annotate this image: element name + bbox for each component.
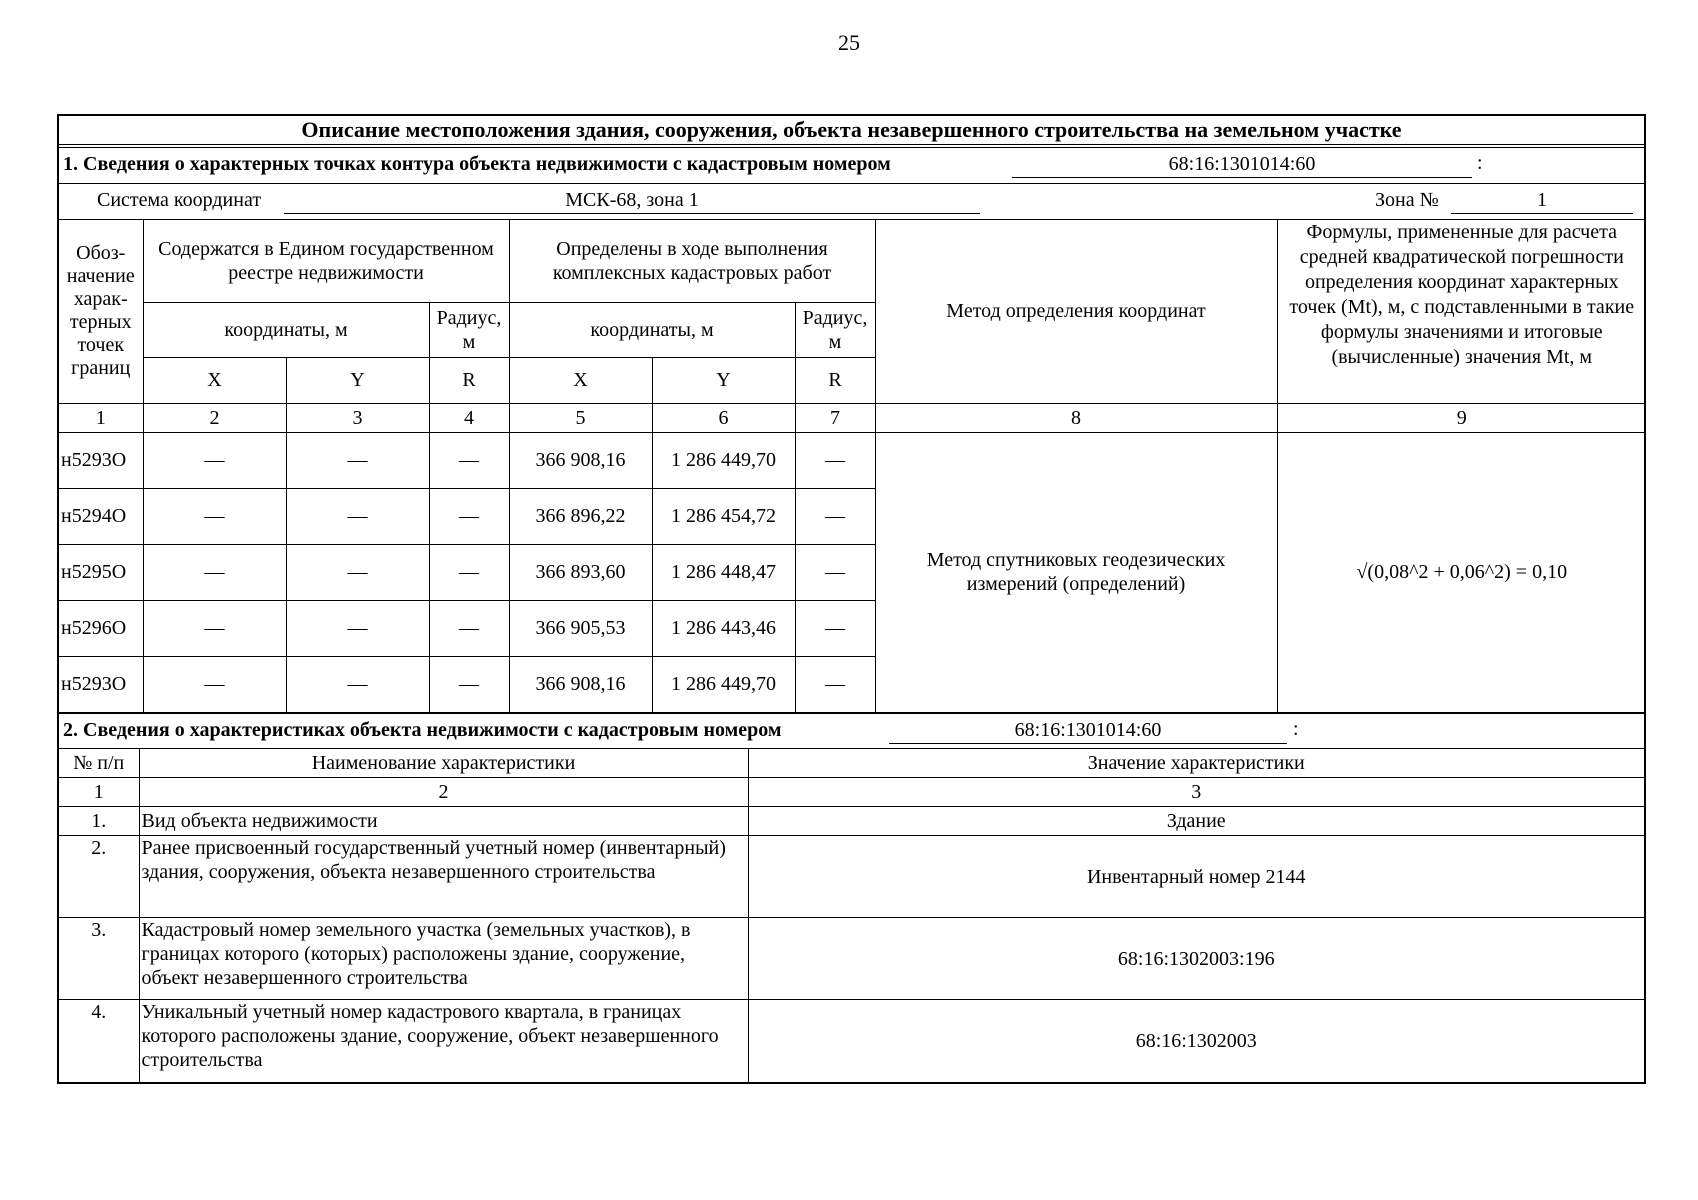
row-num: 2. xyxy=(59,836,139,918)
header-method: Метод определения координат xyxy=(875,220,1277,403)
header-det-radius: Радиус, м xyxy=(795,302,875,357)
coord-y: 1 286 443,46 xyxy=(652,600,795,656)
table-row xyxy=(59,432,1646,488)
section1-colon: : xyxy=(1477,152,1483,174)
header-value: Значение характеристики xyxy=(748,749,1644,778)
point-designation: н5294О xyxy=(59,488,143,544)
coord-y: 1 286 449,70 xyxy=(652,656,795,712)
coord-y: 1 286 448,47 xyxy=(652,544,795,600)
header-egrn-coords: координаты, м xyxy=(143,302,429,357)
col-number: 3 xyxy=(748,778,1644,807)
egrn-r: — xyxy=(429,656,509,712)
col-number: 2 xyxy=(143,403,286,432)
col-number: 6 xyxy=(652,403,795,432)
egrn-r: — xyxy=(429,544,509,600)
coord-x: 366 896,22 xyxy=(509,488,652,544)
coord-x: 366 908,16 xyxy=(509,656,652,712)
location-description-form xyxy=(57,114,1646,1084)
row-value: 68:16:1302003:196 xyxy=(748,918,1644,1000)
header-det-x: X xyxy=(509,357,652,403)
egrn-y: — xyxy=(286,488,429,544)
row-value: Инвентарный номер 2144 xyxy=(748,836,1644,918)
coord-x: 366 905,53 xyxy=(509,600,652,656)
col-number: 2 xyxy=(139,778,748,807)
radius: — xyxy=(795,544,875,600)
section1-heading: 1. Сведения о характерных точках контура объекта недвижимости с кадастровым номером xyxy=(63,153,891,175)
header-det-coords: координаты, м xyxy=(509,302,795,357)
table-row xyxy=(59,918,1644,1000)
header-egrn-r: R xyxy=(429,357,509,403)
point-designation: н5293О xyxy=(59,656,143,712)
header-formulas: Формулы, примененные для расчета средней квадратической погрешности определения координат характерных точек (Mt), м, с подставленными в такие формулы значениями и итоговые (вычисленные) значения Mt, м xyxy=(1277,220,1646,403)
zone-label: Зона № xyxy=(1375,189,1439,211)
col-number: 9 xyxy=(1277,403,1646,432)
table-row xyxy=(59,807,1644,836)
col-number: 8 xyxy=(875,403,1277,432)
col-number: 1 xyxy=(59,778,139,807)
page-number: 25 xyxy=(838,30,860,55)
header-point-designation: Обоз- начение харак- терных точек границ xyxy=(59,220,143,403)
egrn-y: — xyxy=(286,432,429,488)
row-name: Кадастровый номер земельного участка (земельных участков), в границах которого (которых) расположены здание, сооружение, объект незавершенного строительства xyxy=(139,918,748,1000)
header-det-y: Y xyxy=(652,357,795,403)
radius: — xyxy=(795,600,875,656)
formula-value: √(0,08^2 + 0,06^2) = 0,10 xyxy=(1277,432,1646,712)
zone-value: 1 xyxy=(1451,187,1633,214)
point-designation: н5296О xyxy=(59,600,143,656)
header-num: № п/п xyxy=(59,749,139,778)
egrn-r: — xyxy=(429,488,509,544)
section2-heading: 2. Сведения о характеристиках объекта недвижимости с кадастровым номером xyxy=(63,718,782,741)
characteristic-points-table xyxy=(59,220,1646,713)
method-value: Метод спутниковых геодезических измерений (определений) xyxy=(875,432,1277,712)
coord-x: 366 908,16 xyxy=(509,432,652,488)
col-number: 4 xyxy=(429,403,509,432)
row-name: Уникальный учетный номер кадастрового квартала, в границах которого расположены здание, сооружение, объект незавершенного строительства xyxy=(139,1000,748,1082)
row-name: Вид объекта недвижимости xyxy=(139,807,748,836)
col-number: 5 xyxy=(509,403,652,432)
header-egrn: Содержатся в Едином государственном реестре недвижимости xyxy=(143,220,509,302)
egrn-y: — xyxy=(286,600,429,656)
table-row xyxy=(59,836,1644,918)
row-value: Здание xyxy=(748,807,1644,836)
section2-cadastral-number: 68:16:1301014:60 xyxy=(889,717,1287,744)
header-egrn-x: X xyxy=(143,357,286,403)
radius: — xyxy=(795,656,875,712)
header-det-r: R xyxy=(795,357,875,403)
egrn-y: — xyxy=(286,544,429,600)
egrn-r: — xyxy=(429,432,509,488)
row-num: 3. xyxy=(59,918,139,1000)
radius: — xyxy=(795,432,875,488)
radius: — xyxy=(795,488,875,544)
header-egrn-y: Y xyxy=(286,357,429,403)
table-row xyxy=(59,1000,1644,1082)
coordinate-system-row xyxy=(59,184,1644,220)
row-num: 4. xyxy=(59,1000,139,1082)
egrn-x: — xyxy=(143,432,286,488)
point-designation: н5295О xyxy=(59,544,143,600)
egrn-r: — xyxy=(429,600,509,656)
point-designation: н5293О xyxy=(59,432,143,488)
egrn-x: — xyxy=(143,656,286,712)
row-num: 1. xyxy=(59,807,139,836)
characteristics-table xyxy=(59,749,1644,1082)
egrn-x: — xyxy=(143,544,286,600)
col-number: 1 xyxy=(59,403,143,432)
col-number: 3 xyxy=(286,403,429,432)
section2-colon: : xyxy=(1293,717,1299,740)
coord-system-value: МСК-68, зона 1 xyxy=(284,187,980,214)
section1-cadastral-number: 68:16:1301014:60 xyxy=(1012,151,1472,178)
coord-system-label: Система координат xyxy=(97,189,262,211)
section1-header xyxy=(59,148,1644,184)
coord-x: 366 893,60 xyxy=(509,544,652,600)
coord-y: 1 286 449,70 xyxy=(652,432,795,488)
col-number: 7 xyxy=(795,403,875,432)
header-egrn-radius: Радиус, м xyxy=(429,302,509,357)
header-determined: Определены в ходе выполнения комплексных кадастровых работ xyxy=(509,220,875,302)
header-name: Наименование характеристики xyxy=(139,749,748,778)
egrn-x: — xyxy=(143,488,286,544)
egrn-y: — xyxy=(286,656,429,712)
section2-header xyxy=(59,713,1644,749)
row-value: 68:16:1302003 xyxy=(748,1000,1644,1082)
row-name: Ранее присвоенный государственный учетный номер (инвентарный) здания, сооружения, объекта незавершенного строительства xyxy=(139,836,748,918)
form-title: Описание местоположения здания, сооружения, объекта незавершенного строительства на земельном участке xyxy=(59,116,1644,148)
egrn-x: — xyxy=(143,600,286,656)
coord-y: 1 286 454,72 xyxy=(652,488,795,544)
